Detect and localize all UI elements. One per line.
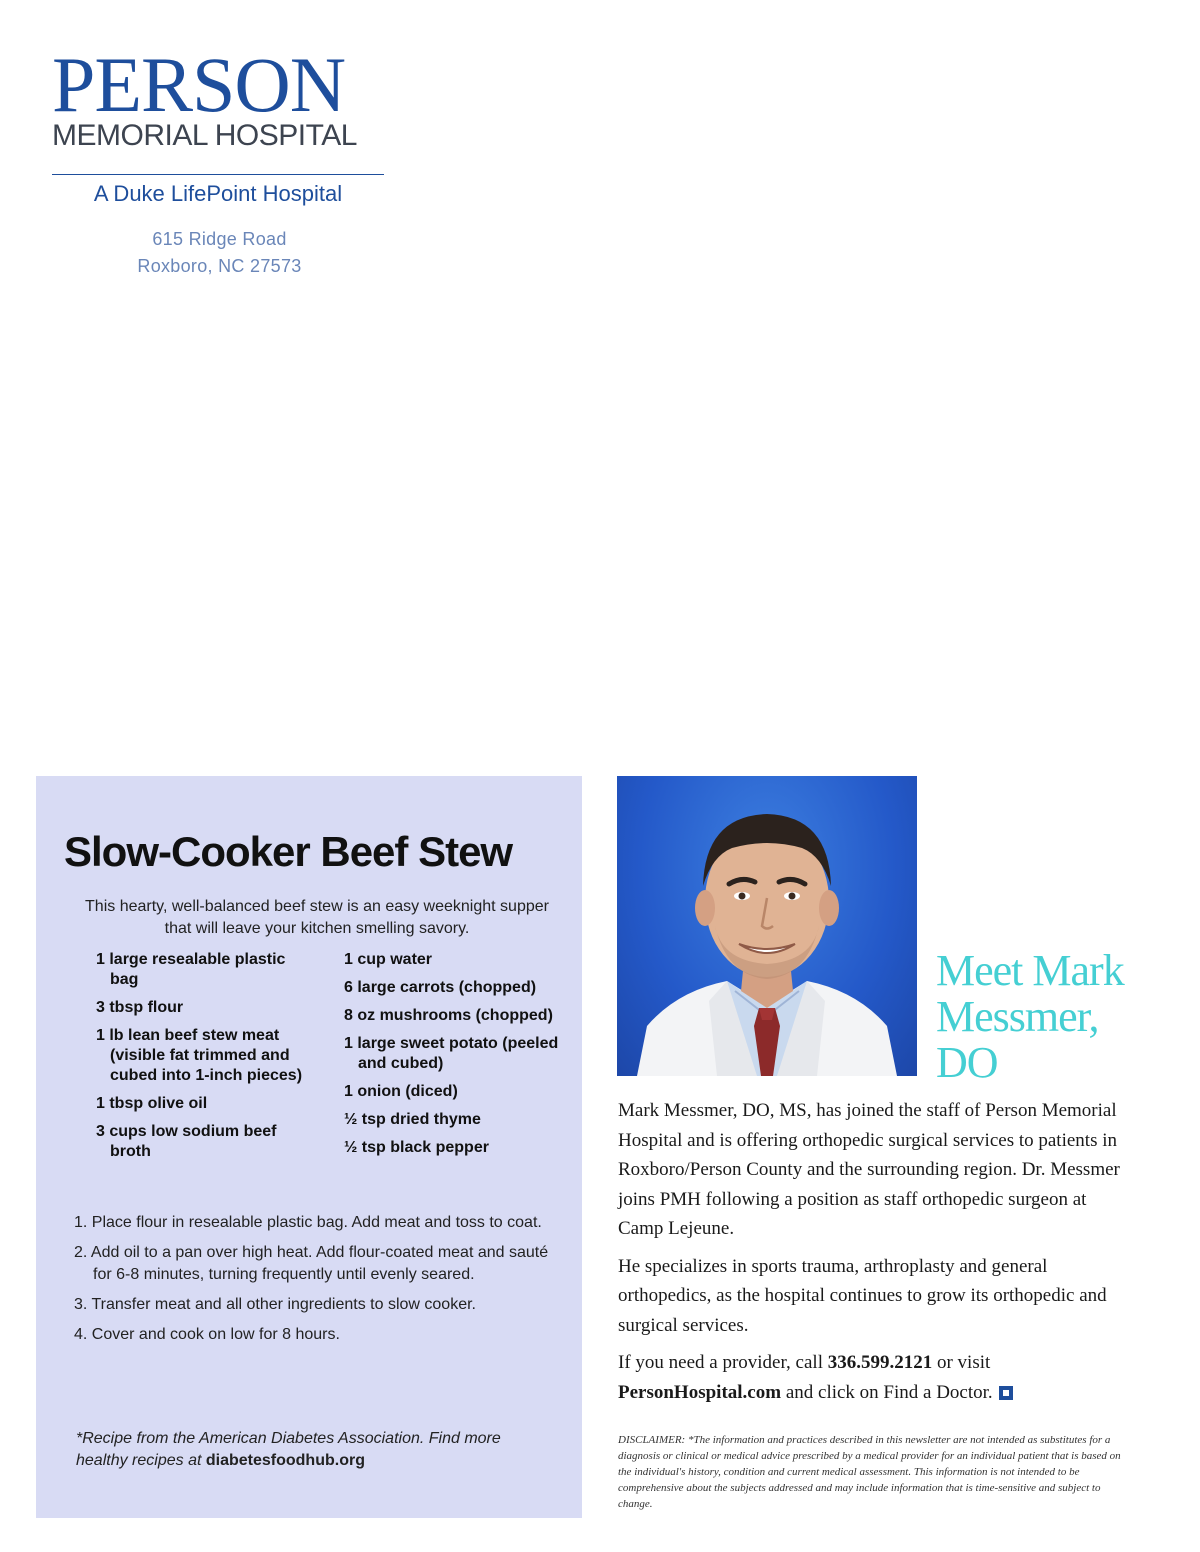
- doctor-headline: Meet Mark Messmer, DO: [936, 946, 1124, 1087]
- recipe-intro: This hearty, well-balanced beef stew is an easy weeknight supper that will leave your kitchen smelling savory.: [85, 898, 549, 937]
- return-address: [52, 226, 387, 280]
- article-cta: [618, 1348, 1126, 1407]
- ingredient-item: 1 tbsp olive oil: [96, 1095, 208, 1112]
- article-paragraph: He specializes in sports trauma, arthroplasty and general orthopedics, as the hospital continues to grow its orthopedic and surgical services.: [618, 1255, 1107, 1336]
- recipe-step: 1. Place flour in resealable plastic bag. Add meat and toss to coat.: [74, 1214, 542, 1231]
- recipe-note-text: *Recipe from the American Diabetes Association. Find more healthy recipes at: [76, 1430, 501, 1469]
- logo-divider: [52, 174, 384, 175]
- ingredient-item: 1 cup water: [344, 951, 433, 968]
- ingredient-item: 3 cups low sodium beef broth: [96, 1123, 277, 1160]
- recipe-step: 3. Transfer meat and all other ingredients to slow cooker.: [74, 1296, 476, 1313]
- address-street: 615 Ridge Road: [152, 229, 287, 249]
- doctor-portrait-illustration: [617, 776, 917, 1076]
- address-city: Roxboro, NC 27573: [137, 256, 302, 276]
- hospital-logo: [52, 41, 387, 207]
- article-paragraph: Mark Messmer, DO, MS, has joined the staff of Person Memorial Hospital and is offering orthopedic surgical services to patients in Roxboro/Person County and the surrounding region. Dr. Messmer joins PMH following a position as staff orthopedic surgeon at Camp Lejeune.: [618, 1100, 1120, 1239]
- recipe-step: 4. Cover and cook on low for 8 hours.: [74, 1326, 340, 1343]
- cta-prefix: If you need a provider, call: [618, 1352, 823, 1373]
- ingredient-item: 3 tbsp flour: [96, 999, 184, 1016]
- ingredients-right-column: [344, 950, 574, 1166]
- disclaimer: DISCLAIMER: *The information and practices described in this newsletter are not intended as substitutes for a diagnosis or clinical or medical advice prescribed by a medical provider for an individual patient that is based on the individual's history, condition and current medical assessment. This information is not intended to be comprehensive about the subjects addressed and may include information that is time-sensitive and subject to change.: [618, 1434, 1121, 1510]
- ingredient-item: ½ tsp dried thyme: [344, 1111, 481, 1128]
- phone-number[interactable]: 336.599.2121: [827, 1352, 933, 1373]
- diabetesfoodhub-link[interactable]: diabetesfoodhub.org: [205, 1452, 365, 1469]
- cta-middle: or visit: [936, 1352, 991, 1373]
- ingredients-left-column: [96, 950, 316, 1170]
- ingredient-item: 1 onion (diced): [344, 1083, 458, 1100]
- doctor-portrait: [617, 776, 917, 1076]
- ingredient-item: 1 lb lean beef stew meat (visible fat trimmed and cubed into 1-inch pieces): [96, 1027, 303, 1084]
- recipe-steps: [74, 1212, 564, 1354]
- end-mark-icon: [999, 1386, 1013, 1400]
- logo-wordmark: PERSON: [52, 41, 346, 128]
- recipe-step: 2. Add oil to a pan over high heat. Add flour-coated meat and sauté for 6-8 minutes, turning frequently until evenly seared.: [74, 1244, 549, 1283]
- recipe-title: Slow-Cooker Beef Stew: [64, 828, 513, 875]
- logo-subtitle: MEMORIAL HOSPITAL: [52, 119, 357, 152]
- ingredient-item: ½ tsp black pepper: [344, 1139, 489, 1156]
- website-link[interactable]: PersonHospital.com: [618, 1381, 782, 1403]
- recipe-panel: [36, 776, 582, 1518]
- logo-tagline: A Duke LifePoint Hospital: [93, 181, 343, 206]
- recipe-source-note: [76, 1428, 556, 1472]
- doctor-article: [618, 1096, 1126, 1415]
- ingredient-item: 1 large resealable plastic bag: [96, 951, 286, 988]
- cta-suffix: and click on Find a Doctor.: [785, 1381, 993, 1403]
- ingredient-item: 6 large carrots (chopped): [344, 979, 537, 996]
- ingredient-item: 1 large sweet potato (peeled and cubed): [344, 1035, 559, 1072]
- ingredient-item: 8 oz mushrooms (chopped): [344, 1007, 553, 1024]
